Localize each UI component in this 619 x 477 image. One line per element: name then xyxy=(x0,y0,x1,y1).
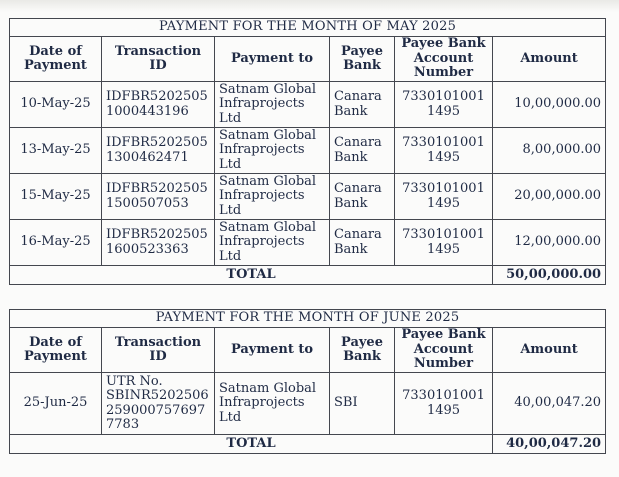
page-top-edge xyxy=(0,0,619,12)
col-header-date: Date of Payment xyxy=(10,328,102,373)
transaction-id-cell: IDFBR5202505 1600523363 xyxy=(102,220,215,266)
bank-cell: SBI xyxy=(330,373,395,435)
account-cell: 7330101001 1495 xyxy=(395,220,493,266)
total-label: TOTAL xyxy=(10,435,493,454)
account-cell: 7330101001 1495 xyxy=(395,373,493,435)
date-cell: 10-May-25 xyxy=(10,82,102,128)
payee-cell: Satnam Global Infraprojects Ltd xyxy=(215,82,330,128)
bank-cell: Canara Bank xyxy=(330,128,395,174)
bank-cell: Canara Bank xyxy=(330,82,395,128)
account-cell: 7330101001 1495 xyxy=(395,174,493,220)
col-header-account-number: Payee Bank Account Number xyxy=(395,328,493,373)
amount-cell: 10,00,000.00 xyxy=(493,82,606,128)
transaction-id-cell: IDFBR5202505 1500507053 xyxy=(102,174,215,220)
payee-cell: Satnam Global Infraprojects Ltd xyxy=(215,220,330,266)
payee-cell: Satnam Global Infraprojects Ltd xyxy=(215,373,330,435)
amount-cell: 20,00,000.00 xyxy=(493,174,606,220)
may-payment-table xyxy=(9,18,606,285)
table-title: PAYMENT FOR THE MONTH OF MAY 2025 xyxy=(10,19,606,37)
table-row xyxy=(10,373,606,435)
col-header-payment-to: Payment to xyxy=(215,37,330,82)
account-cell: 7330101001 1495 xyxy=(395,128,493,174)
table-row xyxy=(10,82,606,128)
payee-cell: Satnam Global Infraprojects Ltd xyxy=(215,128,330,174)
table-row xyxy=(10,174,606,220)
total-amount: 50,00,000.00 xyxy=(493,266,606,285)
june-payment-table xyxy=(9,309,606,454)
col-header-account-number: Payee Bank Account Number xyxy=(395,37,493,82)
col-header-payee-bank: Payee Bank xyxy=(330,37,395,82)
col-header-payee-bank: Payee Bank xyxy=(330,328,395,373)
header-row xyxy=(10,328,606,373)
total-label: TOTAL xyxy=(10,266,493,285)
amount-cell: 8,00,000.00 xyxy=(493,128,606,174)
col-header-transaction-id: Transaction ID xyxy=(102,328,215,373)
payee-cell: Satnam Global Infraprojects Ltd xyxy=(215,174,330,220)
transaction-id-cell: IDFBR5202505 1000443196 xyxy=(102,82,215,128)
date-cell: 25-Jun-25 xyxy=(10,373,102,435)
col-header-payment-to: Payment to xyxy=(215,328,330,373)
col-header-amount: Amount xyxy=(493,37,606,82)
date-cell: 15-May-25 xyxy=(10,174,102,220)
header-row xyxy=(10,37,606,82)
table-row xyxy=(10,220,606,266)
col-header-date: Date of Payment xyxy=(10,37,102,82)
col-header-amount: Amount xyxy=(493,328,606,373)
date-cell: 16-May-25 xyxy=(10,220,102,266)
transaction-id-cell: UTR No. SBINR5202506 259000757697 7783 xyxy=(102,373,215,435)
amount-cell: 12,00,000.00 xyxy=(493,220,606,266)
table-title: PAYMENT FOR THE MONTH OF JUNE 2025 xyxy=(10,310,606,328)
bank-cell: Canara Bank xyxy=(330,220,395,266)
total-row xyxy=(10,266,606,285)
total-amount: 40,00,047.20 xyxy=(493,435,606,454)
transaction-id-cell: IDFBR5202505 1300462471 xyxy=(102,128,215,174)
total-row xyxy=(10,435,606,454)
date-cell: 13-May-25 xyxy=(10,128,102,174)
table-row xyxy=(10,128,606,174)
bank-cell: Canara Bank xyxy=(330,174,395,220)
account-cell: 7330101001 1495 xyxy=(395,82,493,128)
amount-cell: 40,00,047.20 xyxy=(493,373,606,435)
col-header-transaction-id: Transaction ID xyxy=(102,37,215,82)
